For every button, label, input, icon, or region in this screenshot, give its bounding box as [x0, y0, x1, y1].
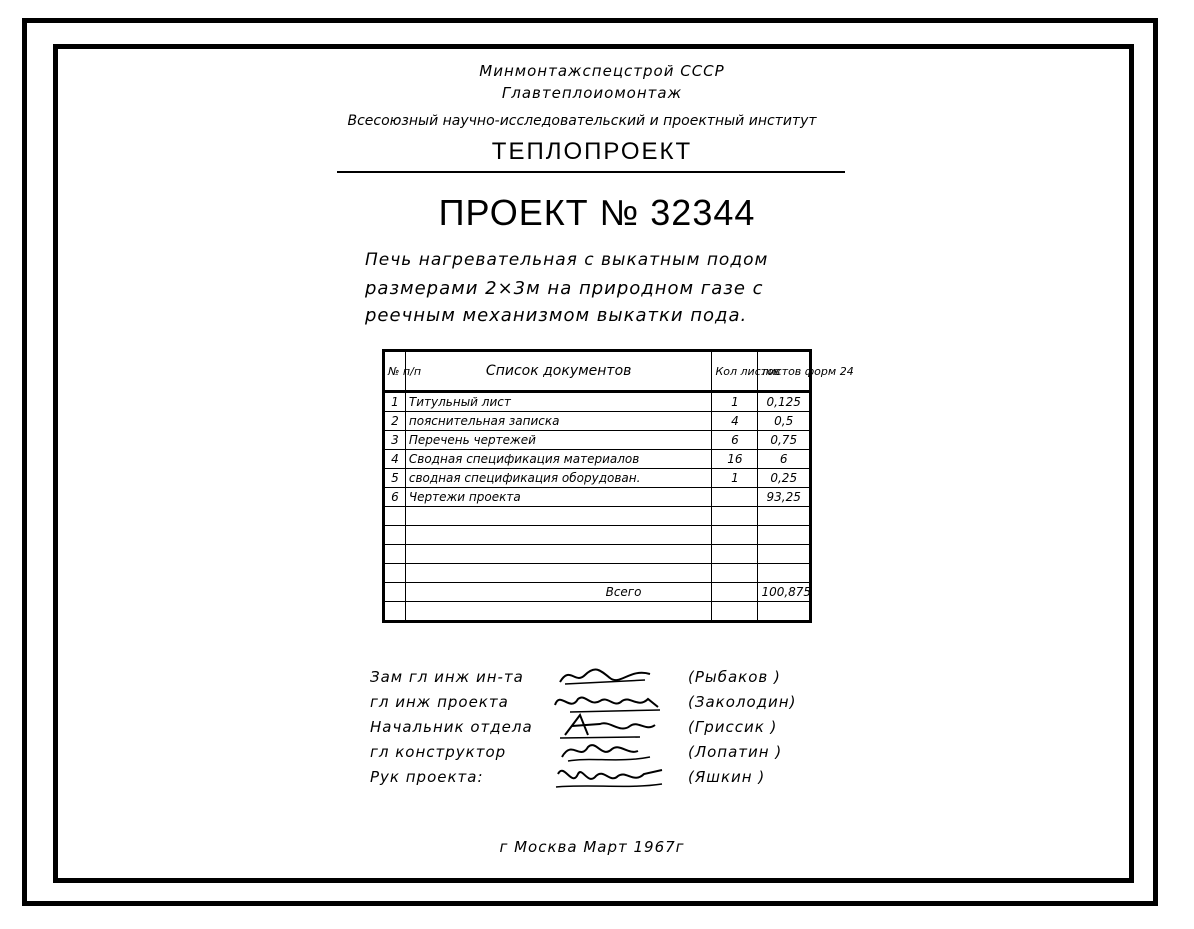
row-no: 1 [384, 392, 406, 412]
signature-title: гл инж проекта [370, 693, 509, 711]
row-sheets: 1 [712, 469, 758, 488]
header-divider [337, 171, 845, 173]
table-total-row [384, 583, 811, 602]
signer-name: (Гриссик ) [688, 718, 778, 736]
row-sheets [712, 488, 758, 507]
signatures-block [370, 668, 830, 793]
row-a4: 0,5 [758, 412, 811, 431]
table-row [384, 431, 811, 450]
handwritten-signature [550, 760, 670, 790]
signer-name: (Яшкин ) [688, 768, 766, 786]
table-row-empty [384, 526, 811, 545]
header-a4: листов форм 24 [758, 351, 811, 392]
signature-title: гл конструктор [370, 743, 507, 761]
row-no: 5 [384, 469, 406, 488]
project-number: ПРОЕКТ № 32344 [438, 192, 756, 233]
table-row [384, 412, 811, 431]
row-no: 4 [384, 450, 406, 469]
row-name: пояснительная записка [405, 412, 712, 431]
table-header-row [384, 351, 811, 392]
table-row [384, 488, 811, 507]
total-label: Всего [405, 583, 712, 602]
row-name: Чертежи проекта [405, 488, 712, 507]
row-no: 3 [384, 431, 406, 450]
row-sheets: 1 [712, 392, 758, 412]
signature-title: Начальник отдела [370, 718, 533, 736]
signature-title: Рук проекта: [370, 768, 484, 786]
table-row-empty [384, 545, 811, 564]
row-name: Титульный лист [405, 392, 712, 412]
place-and-date: г Москва Март 1967г [499, 838, 685, 856]
signature-title: Зам гл инж ин-та [370, 668, 524, 686]
signer-name: (Лопатин ) [688, 743, 783, 761]
row-name: Перечень чертежей [405, 431, 712, 450]
row-no: 2 [384, 412, 406, 431]
ministry-name: Минмонтажспецстрой СССР [479, 62, 725, 80]
total-value: 100,875 [758, 583, 811, 602]
row-sheets: 6 [712, 431, 758, 450]
table-row [384, 450, 811, 469]
row-a4: 0,75 [758, 431, 811, 450]
signer-name: (Рыбаков ) [688, 668, 781, 686]
glavk-name: Главтеплоиомонтаж [501, 84, 683, 102]
header-name: Список документов [405, 351, 712, 392]
signature-row [370, 768, 830, 793]
table-row-empty [384, 602, 811, 622]
institute-name: Всесоюзный научно-исследовательский и проектный институт [347, 113, 817, 129]
table-row-empty [384, 564, 811, 583]
header-no: № п/п [384, 351, 406, 392]
project-description-line-3: реечным механизмом выкатки пода. [365, 305, 748, 326]
row-sheets: 16 [712, 450, 758, 469]
table-row [384, 392, 811, 412]
row-no: 6 [384, 488, 406, 507]
organization-title: ТЕПЛОПРОЕКТ [491, 138, 693, 165]
row-a4: 6 [758, 450, 811, 469]
row-name: Сводная спецификация материалов [405, 450, 712, 469]
documents-table [382, 349, 854, 623]
header-sheets: Кол листов [712, 351, 758, 392]
row-a4: 0,25 [758, 469, 811, 488]
signer-name: (Заколодин) [688, 693, 797, 711]
table-row-empty [384, 507, 811, 526]
table-row [384, 469, 811, 488]
project-description-line-2: размерами 2×3м на природном газе с [365, 278, 764, 299]
row-a4: 93,25 [758, 488, 811, 507]
row-a4: 0,125 [758, 392, 811, 412]
row-name: сводная спецификация оборудован. [405, 469, 712, 488]
row-sheets: 4 [712, 412, 758, 431]
project-description-line-1: Печь нагревательная с выкатным подом [365, 250, 769, 270]
